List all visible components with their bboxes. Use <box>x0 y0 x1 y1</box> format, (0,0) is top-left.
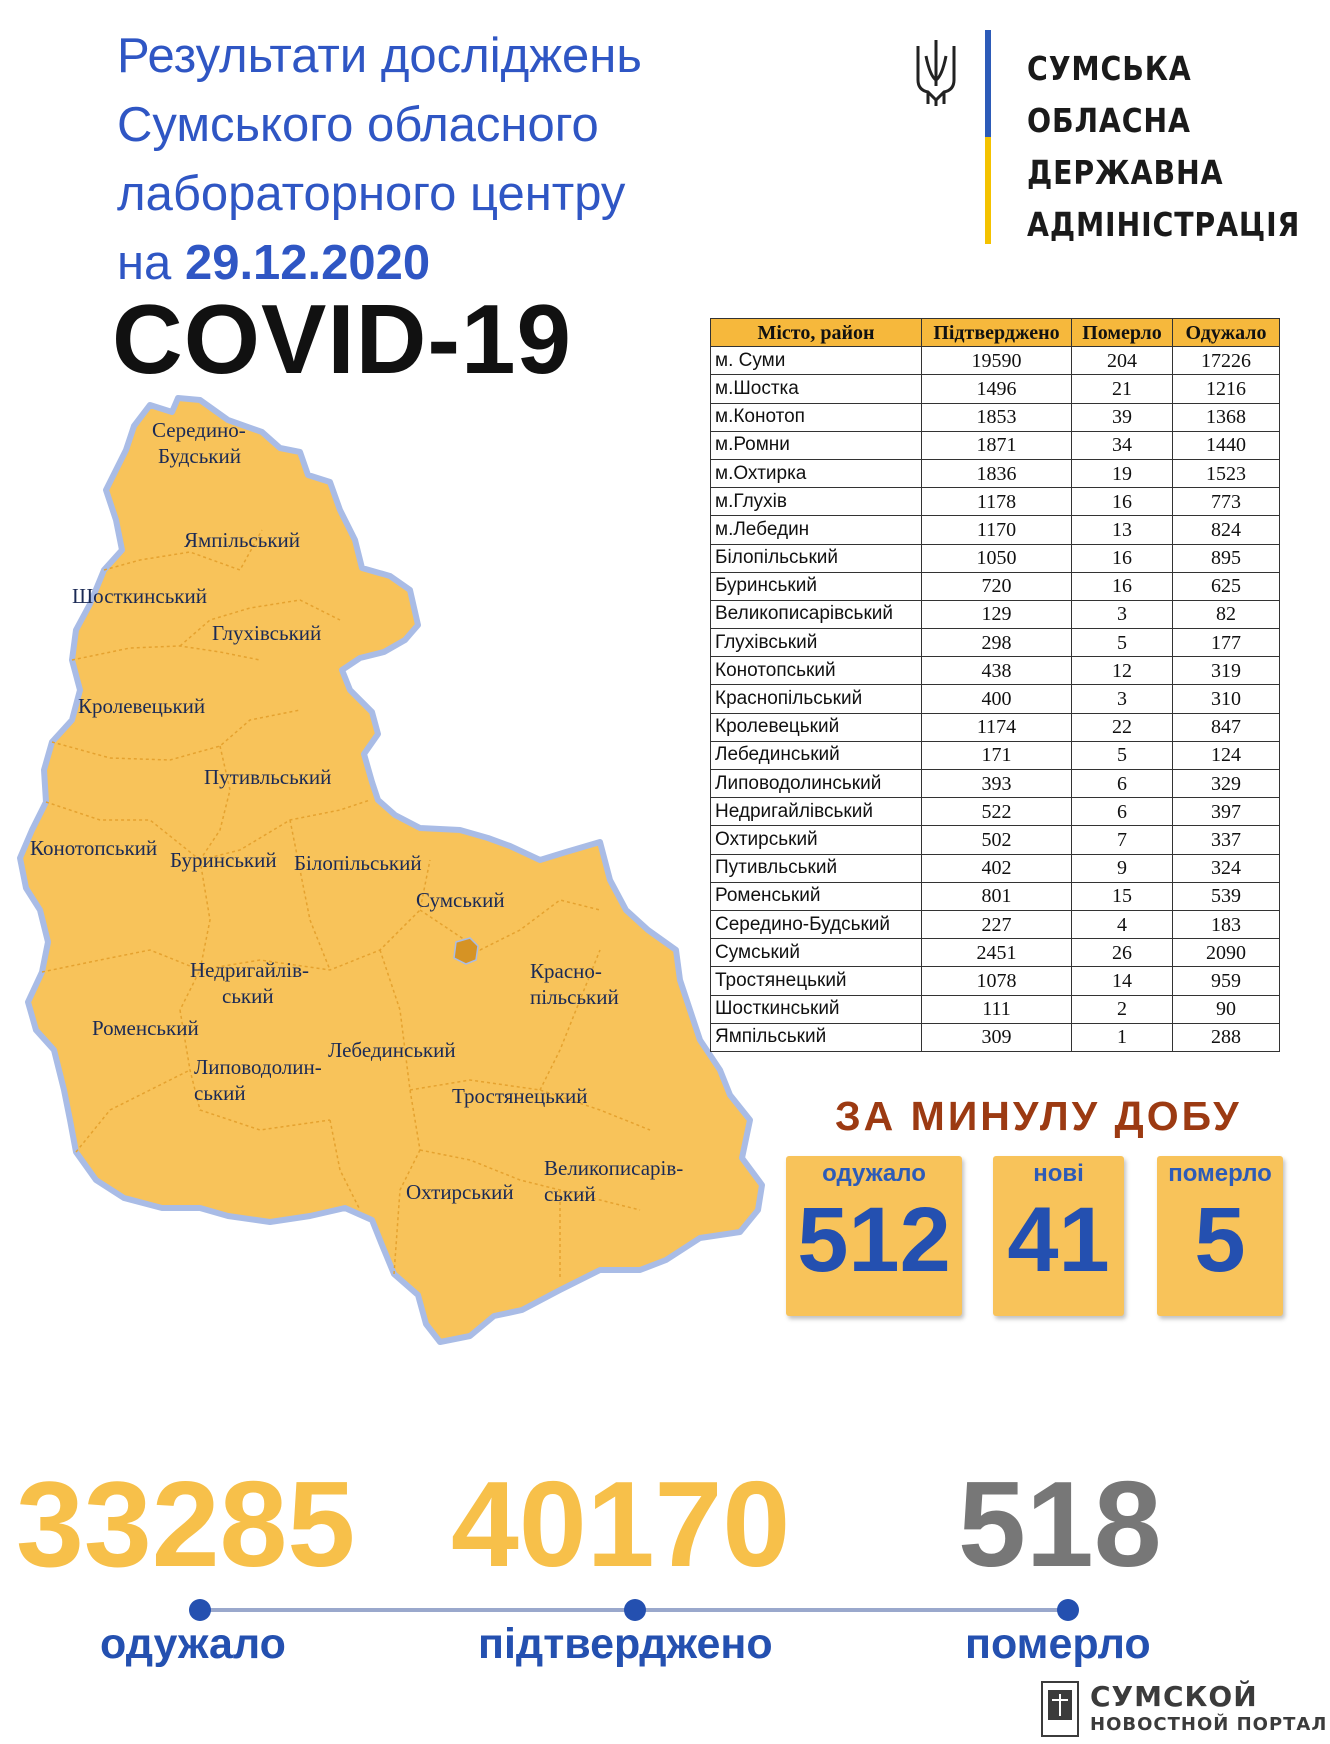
cell-place: Шосткинський <box>711 995 922 1023</box>
table-row <box>711 713 1280 741</box>
cell-recovered: 90 <box>1173 995 1280 1023</box>
map-label-bilopillia: Білопільський <box>294 851 422 875</box>
cell-place: Липоводолинський <box>711 770 922 798</box>
map-label-krasnopillia-1: Красно- <box>530 959 602 983</box>
table-row <box>711 854 1280 882</box>
day-new-card <box>993 1156 1124 1316</box>
cell-place: Тростянецький <box>711 967 922 995</box>
cell-place: Глухівський <box>711 629 922 657</box>
total-confirmed-label: підтверджено <box>478 1620 773 1668</box>
cell-recovered: 82 <box>1173 600 1280 628</box>
cell-died: 2 <box>1072 995 1173 1023</box>
cell-place: м.Лебедин <box>711 516 922 544</box>
cell-died: 12 <box>1072 657 1173 685</box>
cell-died: 16 <box>1072 544 1173 572</box>
col-header-recovered: Одужало <box>1173 319 1280 347</box>
cell-died: 26 <box>1072 939 1173 967</box>
col-header-died: Померло <box>1072 319 1173 347</box>
map-label-okhtyrka: Охтирський <box>406 1180 514 1204</box>
timeline-dot-recovered <box>189 1599 211 1621</box>
cell-place: Путивльський <box>711 854 922 882</box>
table-header-row <box>711 319 1280 347</box>
cell-died: 39 <box>1072 403 1173 431</box>
cell-died: 16 <box>1072 488 1173 516</box>
table-row <box>711 798 1280 826</box>
map-label-hlukhiv: Глухівський <box>212 621 322 645</box>
cell-confirmed: 438 <box>922 657 1072 685</box>
table-row <box>711 544 1280 572</box>
cell-died: 5 <box>1072 741 1173 769</box>
cell-recovered: 1440 <box>1173 431 1280 459</box>
cell-place: Кролевецький <box>711 713 922 741</box>
table-row <box>711 431 1280 459</box>
map-label-romny: Роменський <box>92 1016 199 1040</box>
cell-place: Середино-Будський <box>711 910 922 938</box>
cell-recovered: 324 <box>1173 854 1280 882</box>
table-row <box>711 488 1280 516</box>
map-label-sumy-district: Сумський <box>416 888 505 912</box>
map-label-velyka-pysarivka-1: Великописарів- <box>544 1156 684 1180</box>
title-line-3: лабораторного центру <box>117 167 626 221</box>
cell-confirmed: 522 <box>922 798 1072 826</box>
total-recovered-value: 33285 <box>16 1456 356 1592</box>
cell-died: 15 <box>1072 882 1173 910</box>
cell-died: 7 <box>1072 826 1173 854</box>
map-label-putyvl: Путивльський <box>204 765 332 789</box>
map-label-konotop: Конотопський <box>30 836 158 860</box>
cell-recovered: 959 <box>1173 967 1280 995</box>
table-row <box>711 657 1280 685</box>
cell-place: Буринський <box>711 572 922 600</box>
district-stats-table <box>710 318 1280 1052</box>
cell-recovered: 1216 <box>1173 375 1280 403</box>
portal-logo-icon <box>1040 1680 1080 1738</box>
cell-died: 16 <box>1072 572 1173 600</box>
flag-blue <box>985 30 991 137</box>
trident-icon <box>912 36 960 108</box>
cell-recovered: 183 <box>1173 910 1280 938</box>
cell-confirmed: 2451 <box>922 939 1072 967</box>
cell-recovered: 337 <box>1173 826 1280 854</box>
map-label-velyka-pysarivka-2: ський <box>544 1182 596 1206</box>
cell-recovered: 1523 <box>1173 459 1280 487</box>
cell-place: м.Шостка <box>711 375 922 403</box>
day-new-value: 41 <box>1007 1189 1110 1291</box>
region-map <box>0 390 780 1420</box>
cell-place: м.Ромни <box>711 431 922 459</box>
cell-confirmed: 801 <box>922 882 1072 910</box>
map-label-lypova-dolyna-1: Липоводолин- <box>194 1055 322 1079</box>
flag-divider <box>985 30 991 244</box>
cell-recovered: 397 <box>1173 798 1280 826</box>
cell-died: 1 <box>1072 1023 1173 1051</box>
table-row <box>711 939 1280 967</box>
cell-confirmed: 720 <box>922 572 1072 600</box>
table-row <box>711 995 1280 1023</box>
watermark-subtitle: НОВОСТНОЙ ПОРТАЛ <box>1090 1714 1328 1735</box>
table-body <box>711 347 1280 1052</box>
total-confirmed-value: 40170 <box>451 1456 791 1592</box>
day-died-label: померло <box>1168 1160 1272 1187</box>
cell-recovered: 124 <box>1173 741 1280 769</box>
table-row <box>711 882 1280 910</box>
cell-confirmed: 129 <box>922 600 1072 628</box>
cell-died: 204 <box>1072 347 1173 375</box>
cell-confirmed: 1836 <box>922 459 1072 487</box>
col-header-confirmed: Підтверджено <box>922 319 1072 347</box>
table-row <box>711 741 1280 769</box>
map-label-trostianets: Тростянецький <box>452 1084 588 1108</box>
map-label-krasnopillia-2: пільський <box>530 985 619 1009</box>
cell-died: 3 <box>1072 685 1173 713</box>
cell-recovered: 625 <box>1173 572 1280 600</box>
cell-confirmed: 402 <box>922 854 1072 882</box>
logo-line-2: ОБЛАСНА <box>1027 101 1191 140</box>
table-row <box>711 770 1280 798</box>
cell-died: 3 <box>1072 600 1173 628</box>
map-label-nedryhailiv-1: Недригайлів- <box>190 958 310 982</box>
cell-recovered: 288 <box>1173 1023 1280 1051</box>
cell-confirmed: 19590 <box>922 347 1072 375</box>
cell-confirmed: 309 <box>922 1023 1072 1051</box>
map-label-lebedyn: Лебединський <box>328 1038 456 1062</box>
table-row <box>711 685 1280 713</box>
cell-recovered: 847 <box>1173 713 1280 741</box>
cell-died: 13 <box>1072 516 1173 544</box>
title-line-1: Результати досліджень <box>117 29 642 83</box>
report-title <box>117 22 877 298</box>
flag-yellow <box>985 137 991 244</box>
logo-line-4: АДМІНІСТРАЦІЯ <box>1027 205 1301 244</box>
cell-confirmed: 1871 <box>922 431 1072 459</box>
cell-place: Великописарівський <box>711 600 922 628</box>
cell-recovered: 895 <box>1173 544 1280 572</box>
map-label-lypova-dolyna-2: ський <box>194 1081 246 1105</box>
table-row <box>711 629 1280 657</box>
table-row <box>711 1023 1280 1051</box>
table-row <box>711 403 1280 431</box>
table-row <box>711 600 1280 628</box>
cell-place: м.Охтирка <box>711 459 922 487</box>
report-date: 29.12.2020 <box>184 236 431 290</box>
cell-confirmed: 227 <box>922 910 1072 938</box>
table-row <box>711 572 1280 600</box>
cell-place: Конотопський <box>711 657 922 685</box>
cell-recovered: 17226 <box>1173 347 1280 375</box>
map-label-krolevets: Кролевецький <box>78 694 206 718</box>
map-label-yampil: Ямпільський <box>184 528 301 552</box>
covid-heading: COVID-19 <box>112 284 573 394</box>
sumy-city-marker <box>454 938 478 964</box>
cell-confirmed: 1050 <box>922 544 1072 572</box>
cell-place: Ямпільський <box>711 1023 922 1051</box>
title-line-2: Сумського обласного <box>117 98 599 152</box>
table-row <box>711 459 1280 487</box>
cell-confirmed: 171 <box>922 741 1072 769</box>
table-row <box>711 347 1280 375</box>
cell-confirmed: 1170 <box>922 516 1072 544</box>
cell-confirmed: 1496 <box>922 375 1072 403</box>
cell-confirmed: 1078 <box>922 967 1072 995</box>
timeline-dot-died <box>1057 1599 1079 1621</box>
cell-recovered: 319 <box>1173 657 1280 685</box>
cell-died: 19 <box>1072 459 1173 487</box>
table-row <box>711 826 1280 854</box>
cell-confirmed: 1178 <box>922 488 1072 516</box>
admin-logo-text <box>1027 43 1300 251</box>
title-date-prefix: на <box>117 236 185 290</box>
cell-confirmed: 1853 <box>922 403 1072 431</box>
cell-place: Лебединський <box>711 741 922 769</box>
cell-place: м. Суми <box>711 347 922 375</box>
cell-recovered: 177 <box>1173 629 1280 657</box>
map-label-nedryhailiv-2: ський <box>222 984 274 1008</box>
last-day-title: ЗА МИНУЛУ ДОБУ <box>835 1093 1242 1139</box>
map-label-shostka: Шосткинський <box>72 584 207 608</box>
cell-died: 14 <box>1072 967 1173 995</box>
table-row <box>711 516 1280 544</box>
cell-place: Недригайлівський <box>711 798 922 826</box>
day-died-card <box>1157 1156 1283 1316</box>
col-header-place: Місто, район <box>711 319 922 347</box>
total-died-label: померло <box>965 1620 1151 1668</box>
cell-died: 6 <box>1072 798 1173 826</box>
cell-recovered: 539 <box>1173 882 1280 910</box>
timeline-dot-confirmed <box>624 1599 646 1621</box>
cell-confirmed: 502 <box>922 826 1072 854</box>
cell-died: 21 <box>1072 375 1173 403</box>
cell-died: 22 <box>1072 713 1173 741</box>
map-label-seredyno-1: Середино- <box>152 418 246 442</box>
table-row <box>711 967 1280 995</box>
cell-died: 5 <box>1072 629 1173 657</box>
cell-place: Роменський <box>711 882 922 910</box>
day-new-label: нові <box>1033 1160 1084 1187</box>
cell-died: 34 <box>1072 431 1173 459</box>
total-recovered-label: одужало <box>100 1620 286 1668</box>
logo-line-3: ДЕРЖАВНА <box>1027 153 1224 192</box>
day-recovered-card <box>786 1156 962 1316</box>
cell-place: м.Конотоп <box>711 403 922 431</box>
cell-confirmed: 111 <box>922 995 1072 1023</box>
logo-line-1: СУМСЬКА <box>1027 49 1192 88</box>
table-row <box>711 375 1280 403</box>
cell-place: Білопільський <box>711 544 922 572</box>
cell-died: 4 <box>1072 910 1173 938</box>
cell-place: Краснопільський <box>711 685 922 713</box>
cell-place: Охтирський <box>711 826 922 854</box>
map-label-seredyno-2: Будський <box>158 444 241 468</box>
cell-died: 6 <box>1072 770 1173 798</box>
map-label-buryn: Буринський <box>170 848 277 872</box>
cell-recovered: 329 <box>1173 770 1280 798</box>
cell-confirmed: 393 <box>922 770 1072 798</box>
day-recovered-value: 512 <box>797 1189 951 1291</box>
cell-recovered: 310 <box>1173 685 1280 713</box>
day-died-value: 5 <box>1194 1189 1246 1291</box>
day-recovered-label: одужало <box>822 1160 926 1187</box>
cell-recovered: 773 <box>1173 488 1280 516</box>
cell-place: Сумський <box>711 939 922 967</box>
cell-recovered: 1368 <box>1173 403 1280 431</box>
cell-confirmed: 1174 <box>922 713 1072 741</box>
cell-confirmed: 298 <box>922 629 1072 657</box>
table-row <box>711 910 1280 938</box>
cell-recovered: 824 <box>1173 516 1280 544</box>
cell-recovered: 2090 <box>1173 939 1280 967</box>
watermark-title: СУМСКОЙ <box>1090 1680 1258 1713</box>
cell-confirmed: 400 <box>922 685 1072 713</box>
total-died-value: 518 <box>958 1456 1162 1592</box>
cell-died: 9 <box>1072 854 1173 882</box>
cell-place: м.Глухів <box>711 488 922 516</box>
